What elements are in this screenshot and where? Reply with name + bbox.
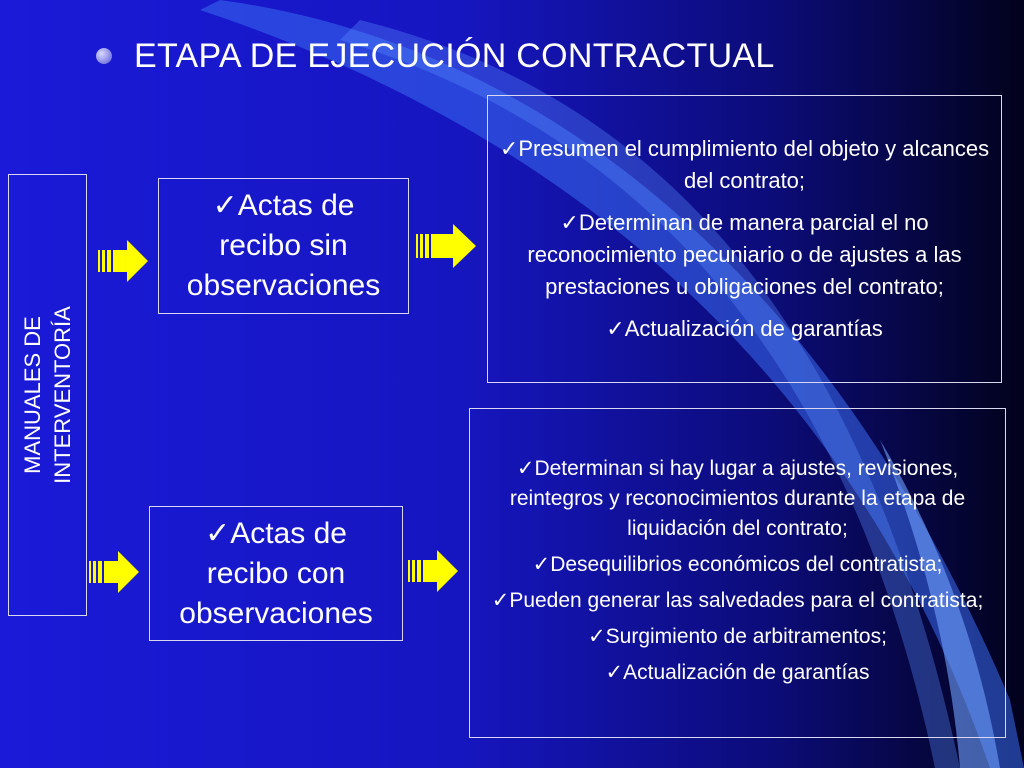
checkmark-icon <box>492 589 510 612</box>
detail-item: ✓ Actualización de garantías <box>496 313 993 345</box>
side-label-box <box>8 174 87 616</box>
side-label-line: MANUALES DE <box>19 316 45 474</box>
checkmark-icon <box>205 517 230 550</box>
slide-title: ETAPA DE EJECUCIÓN CONTRACTUAL <box>134 36 775 75</box>
striped-right-arrow-icon <box>97 239 149 283</box>
actas-label-line: recibo con <box>206 556 346 590</box>
side-label <box>18 306 78 484</box>
actas-sin-observaciones-box <box>158 178 409 314</box>
striped-right-arrow-icon <box>415 223 477 269</box>
actas-con-observaciones-box <box>149 506 403 641</box>
checkmark-icon <box>606 661 624 684</box>
checkmark-icon <box>560 210 578 235</box>
bullet-dot-icon <box>96 48 112 64</box>
actas-label-line: ✓ Actas de <box>205 514 347 554</box>
side-label-line: INTERVENTORÍA <box>49 306 75 484</box>
actas-label-line: observaciones <box>186 269 381 302</box>
detail-item: ✓ Determinan de manera parcial el no reconocimiento pecuniario o de ajustes a las prestaciones u obligaciones del contrato; <box>496 207 993 303</box>
sin-observaciones-details-box <box>487 95 1002 383</box>
actas-label-line: ✓ Actas de <box>213 186 355 226</box>
detail-item: ✓ Desequilibrios económicos del contratista; <box>478 550 997 580</box>
actas-label-line: recibo sin <box>219 229 348 262</box>
detail-item: ✓ Actualización de garantías <box>478 658 997 688</box>
checkmark-icon <box>517 457 535 480</box>
detail-item: ✓ Surgimiento de arbitramentos; <box>478 622 997 652</box>
striped-right-arrow-icon <box>407 549 459 593</box>
actas-label-line: observaciones <box>179 596 373 630</box>
detail-item: ✓ Pueden generar las salvedades para el contratista; <box>478 586 997 616</box>
con-observaciones-details-box <box>469 408 1006 738</box>
striped-right-arrow-icon <box>88 550 140 594</box>
checkmark-icon <box>588 625 606 648</box>
checkmark-icon <box>533 553 551 576</box>
checkmark-icon <box>500 136 518 161</box>
checkmark-icon <box>213 189 238 222</box>
detail-item: ✓ Determinan si hay lugar a ajustes, revisiones, reintegros y reconocimientos durante la etapa de liquidación del contrato; <box>478 454 997 544</box>
title-row <box>96 34 775 78</box>
checkmark-icon <box>606 316 624 341</box>
detail-item: ✓ Presumen el cumplimiento del objeto y alcances del contrato; <box>496 133 993 197</box>
